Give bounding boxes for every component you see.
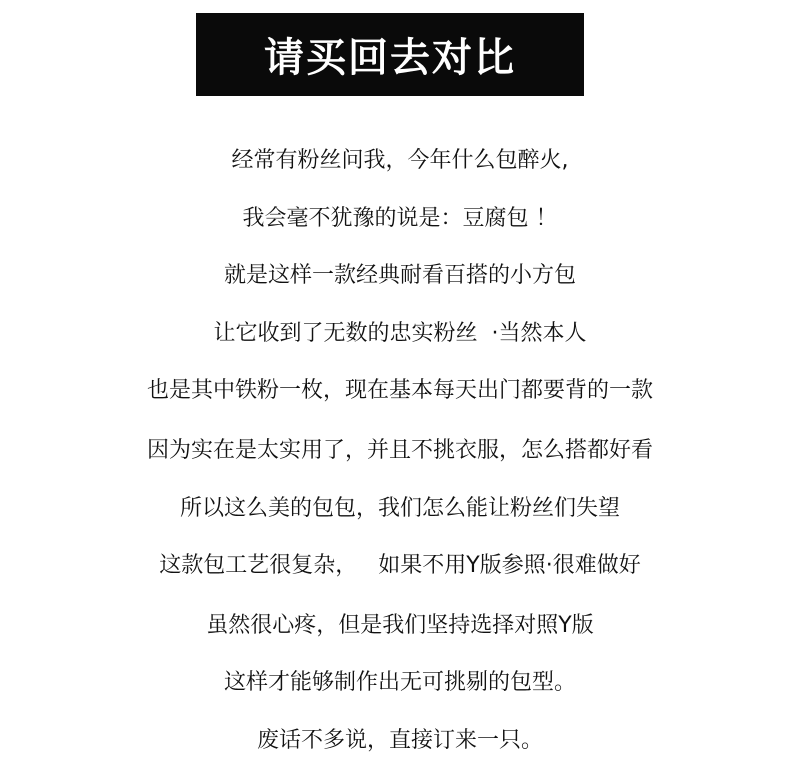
text-line-4: 让它收到了无数的忠实粉丝 ·当然本人 [213, 321, 587, 346]
text-line-8: 这款包工艺很复杂， 如果不用Y版参照·很难做好 [159, 553, 641, 578]
page-title: 请买回去对比 [264, 35, 516, 81]
text-line-9: 虽然很心疼，但是我们坚持选择对照Y版 [206, 613, 594, 638]
text-line-11: 废话不多说，直接订来一只。 [256, 728, 543, 753]
title-banner [196, 13, 584, 96]
text-line-2: 我会毫不犹豫的说是：豆腐包 ！ [242, 206, 558, 231]
text-line-6: 因为实在是太实用了，并且不挑衣服，怎么搭都好看 [146, 438, 653, 463]
text-line-1: 经常有粉丝问我，今年什么包醉火, [231, 148, 569, 173]
text-line-3: 就是这样一款经典耐看百搭的小方包 [223, 263, 576, 288]
text-line-7: 所以这么美的包包，我们怎么能让粉丝们失望 [179, 496, 620, 521]
text-line-5: 也是其中铁粉一枚，现在基本每天出门都要背的一款 [146, 378, 653, 403]
text-line-10: 这样才能够制作出无可挑剔的包型。 [223, 670, 576, 695]
